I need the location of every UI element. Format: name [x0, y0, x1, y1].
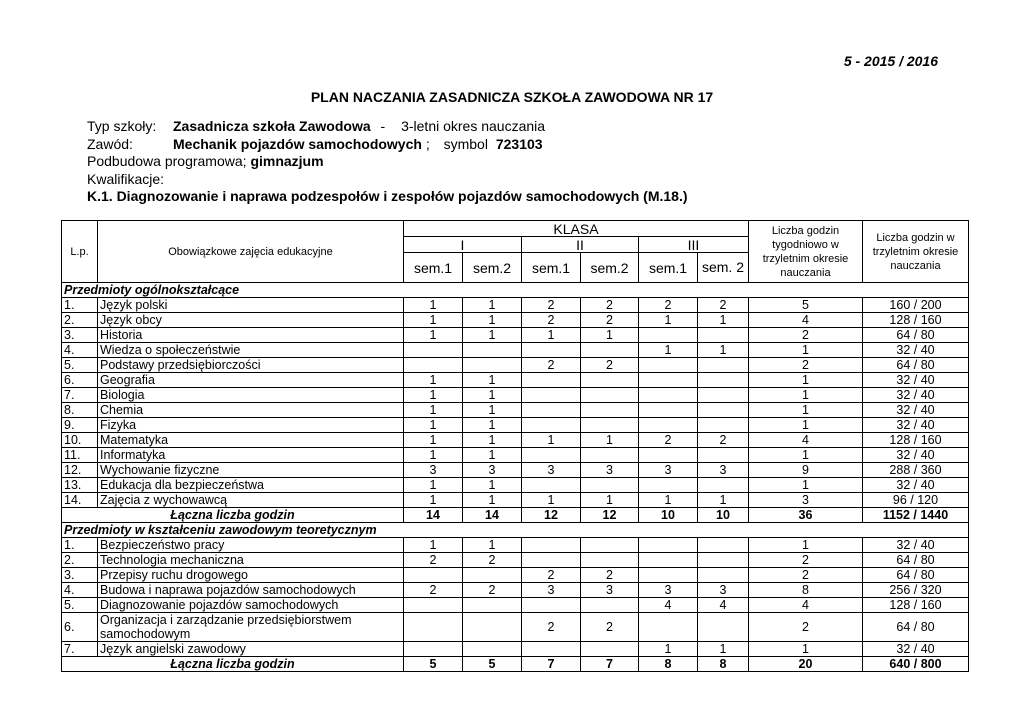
base-label: Podbudowa programowa;: [87, 153, 247, 169]
weekly-hours: 2: [749, 553, 863, 568]
sum-semester-hours: 12: [522, 508, 581, 523]
subject-name: Podstawy przedsiębiorczości: [98, 358, 404, 373]
semester-hours: 2: [639, 433, 698, 448]
row-number: 9.: [62, 418, 98, 433]
semester-hours: 1: [581, 328, 639, 343]
semester-hours: [581, 538, 639, 553]
total-hours: 64 / 80: [863, 568, 969, 583]
semester-hours: 1: [404, 478, 463, 493]
table-row: [62, 358, 969, 373]
total-hours: 64 / 80: [863, 358, 969, 373]
subject-name: Historia: [98, 328, 404, 343]
total-hours: 32 / 40: [863, 373, 969, 388]
table-row: [62, 463, 969, 478]
weekly-hours: 9: [749, 463, 863, 478]
semester-hours: [639, 613, 698, 642]
table-row: [62, 403, 969, 418]
semester-hours: 1: [404, 373, 463, 388]
col-weekly-header: Liczba godzin tygodniowo w trzyletnim okresie nauczania: [749, 221, 863, 283]
semester-hours: [698, 418, 749, 433]
subject-name: Przepisy ruchu drogowego: [98, 568, 404, 583]
semester-hours: 1: [463, 538, 522, 553]
table-row: [62, 642, 969, 657]
table-row: [62, 448, 969, 463]
total-hours: 96 / 120: [863, 493, 969, 508]
semester-hours: [522, 642, 581, 657]
weekly-hours: 8: [749, 583, 863, 598]
col-lp-header: L.p.: [62, 221, 98, 283]
semester-hours: [463, 343, 522, 358]
semester-hours: [639, 418, 698, 433]
table-row: [62, 328, 969, 343]
semester-hours: [463, 568, 522, 583]
semester-hours: [404, 613, 463, 642]
total-hours: 160 / 200: [863, 298, 969, 313]
semester-hours: 3: [463, 463, 522, 478]
sum-semester-hours: 12: [581, 508, 639, 523]
semester-hours: 2: [639, 298, 698, 313]
weekly-hours: 1: [749, 642, 863, 657]
sum-total-hours: 640 / 800: [863, 657, 969, 672]
subject-name: Edukacja dla bezpieczeństwa: [98, 478, 404, 493]
row-number: 11.: [62, 448, 98, 463]
total-hours: 128 / 160: [863, 598, 969, 613]
semester-hours: [639, 358, 698, 373]
weekly-hours: 1: [749, 403, 863, 418]
sum-label: Łączna liczba godzin: [62, 508, 404, 523]
subject-name: Budowa i naprawa pojazdów samochodowych: [98, 583, 404, 598]
semester-hours: 1: [463, 433, 522, 448]
profession-row: [87, 136, 688, 154]
col-klasa-header: KLASA: [404, 221, 749, 237]
semester-hours: 3: [698, 583, 749, 598]
table-row: [62, 598, 969, 613]
semester-hours: [581, 373, 639, 388]
table-row: [62, 583, 969, 598]
total-hours: 32 / 40: [863, 343, 969, 358]
sum-semester-hours: 7: [581, 657, 639, 672]
row-number: 1.: [62, 538, 98, 553]
total-hours: 128 / 160: [863, 433, 969, 448]
semester-hours: 3: [522, 463, 581, 478]
row-number: 3.: [62, 568, 98, 583]
semester-hours: 2: [404, 553, 463, 568]
school-type-separator: -: [380, 118, 386, 134]
sum-semester-hours: 10: [698, 508, 749, 523]
sum-semester-hours: 5: [463, 657, 522, 672]
semester-hours: [698, 328, 749, 343]
semester-hours: 1: [463, 418, 522, 433]
row-number: 12.: [62, 463, 98, 478]
semester-hours: 3: [698, 463, 749, 478]
semester-hours: [522, 343, 581, 358]
semester-header: sem. 2: [698, 253, 749, 283]
weekly-hours: 1: [749, 478, 863, 493]
semester-hours: 1: [463, 313, 522, 328]
weekly-hours: 1: [749, 373, 863, 388]
profession-label: Zawód:: [87, 135, 133, 152]
semester-hours: [404, 343, 463, 358]
semester-hours: 2: [698, 298, 749, 313]
table-row: [62, 568, 969, 583]
semester-hours: [404, 642, 463, 657]
semester-hours: 1: [404, 448, 463, 463]
document-number: 5 - 2015 / 2016: [843, 53, 938, 69]
section-title: Przedmioty w kształceniu zawodowym teoretycznym: [62, 523, 969, 538]
curriculum-table: [61, 220, 969, 672]
table-row: [62, 433, 969, 448]
semester-hours: 1: [581, 493, 639, 508]
section-header-row: [62, 523, 969, 538]
semester-hours: 1: [463, 298, 522, 313]
school-type-row: [87, 118, 688, 136]
symbol-label: symbol: [443, 135, 488, 152]
subject-name: Informatyka: [98, 448, 404, 463]
semester-hours: [404, 568, 463, 583]
sum-row: [62, 508, 969, 523]
semester-hours: [639, 448, 698, 463]
semester-hours: [404, 598, 463, 613]
total-hours: 32 / 40: [863, 403, 969, 418]
semester-hours: 1: [463, 478, 522, 493]
semester-hours: 3: [404, 463, 463, 478]
subject-name: Zajęcia z wychowawcą: [98, 493, 404, 508]
semester-hours: 1: [404, 433, 463, 448]
semester-hours: [522, 448, 581, 463]
row-number: 7.: [62, 388, 98, 403]
sum-semester-hours: 14: [463, 508, 522, 523]
semester-hours: 2: [581, 313, 639, 328]
subject-name: Język angielski zawodowy: [98, 642, 404, 657]
total-hours: 32 / 40: [863, 448, 969, 463]
semester-hours: 1: [639, 343, 698, 358]
total-hours: 64 / 80: [863, 328, 969, 343]
semester-hours: 2: [581, 358, 639, 373]
semester-hours: 1: [404, 298, 463, 313]
profession-value: Mechanik pojazdów samochodowych: [173, 135, 422, 152]
semester-hours: [522, 478, 581, 493]
symbol-value: 723103: [495, 135, 543, 152]
sum-semester-hours: 5: [404, 657, 463, 672]
table-row: [62, 553, 969, 568]
semester-hours: 1: [463, 388, 522, 403]
weekly-hours: 4: [749, 598, 863, 613]
row-number: 2.: [62, 553, 98, 568]
semester-hours: [698, 478, 749, 493]
semester-hours: 3: [639, 463, 698, 478]
semester-hours: [522, 553, 581, 568]
row-number: 1.: [62, 298, 98, 313]
semester-hours: [581, 418, 639, 433]
section-title: Przedmioty ogólnokształcące: [62, 283, 969, 298]
semester-header: sem.1: [522, 253, 581, 283]
row-number: 3.: [62, 328, 98, 343]
semester-hours: 3: [639, 583, 698, 598]
subject-name: Fizyka: [98, 418, 404, 433]
weekly-hours: 5: [749, 298, 863, 313]
table-row: [62, 298, 969, 313]
semester-hours: 3: [581, 583, 639, 598]
semester-hours: 2: [581, 298, 639, 313]
semester-hours: [463, 642, 522, 657]
semester-header: sem.1: [639, 253, 698, 283]
semester-hours: 1: [463, 373, 522, 388]
table-row: [62, 313, 969, 328]
semester-hours: 1: [404, 313, 463, 328]
sum-semester-hours: 10: [639, 508, 698, 523]
weekly-hours: 2: [749, 328, 863, 343]
subject-name: Bezpieczeństwo pracy: [98, 538, 404, 553]
semester-hours: 2: [522, 298, 581, 313]
semester-hours: 2: [522, 313, 581, 328]
section-header-row: [62, 283, 969, 298]
subject-name: Geografia: [98, 373, 404, 388]
semester-hours: 2: [522, 358, 581, 373]
sum-semester-hours: 14: [404, 508, 463, 523]
sum-weekly-hours: 36: [749, 508, 863, 523]
semester-hours: [639, 568, 698, 583]
semester-hours: [698, 613, 749, 642]
semester-hours: [463, 598, 522, 613]
row-number: 4.: [62, 343, 98, 358]
qualification-value: K.1. Diagnozowanie i naprawa podzespołów i zespołów pojazdów samochodowych (M.18.): [87, 188, 688, 204]
class-header: I: [404, 237, 522, 253]
semester-hours: 2: [581, 613, 639, 642]
semester-hours: [698, 388, 749, 403]
semester-hours: 1: [404, 403, 463, 418]
semester-hours: 1: [404, 328, 463, 343]
sum-semester-hours: 8: [639, 657, 698, 672]
row-number: 10.: [62, 433, 98, 448]
weekly-hours: 1: [749, 538, 863, 553]
semester-hours: 1: [463, 448, 522, 463]
semester-hours: 2: [463, 553, 522, 568]
row-number: 5.: [62, 598, 98, 613]
semester-hours: [698, 448, 749, 463]
semester-hours: 3: [522, 583, 581, 598]
sum-semester-hours: 7: [522, 657, 581, 672]
semester-hours: 2: [698, 433, 749, 448]
subject-name: Chemia: [98, 403, 404, 418]
table-row: [62, 373, 969, 388]
semester-hours: [522, 373, 581, 388]
subject-name: Wychowanie fizyczne: [98, 463, 404, 478]
base-value: gimnazjum: [250, 153, 324, 169]
subject-name: Wiedza o społeczeństwie: [98, 343, 404, 358]
total-hours: 64 / 80: [863, 613, 969, 642]
weekly-hours: 2: [749, 568, 863, 583]
row-number: 6.: [62, 613, 98, 642]
semester-hours: 1: [522, 493, 581, 508]
total-hours: 256 / 320: [863, 583, 969, 598]
row-number: 5.: [62, 358, 98, 373]
table-body: [62, 283, 969, 672]
subject-name: Matematyka: [98, 433, 404, 448]
semester-hours: 2: [404, 583, 463, 598]
page-title: PLAN NACZANIA ZASADNICZA SZKOŁA ZAWODOWA NR 17: [310, 89, 714, 105]
semester-hours: 1: [463, 493, 522, 508]
school-period: 3-letni okres nauczania: [401, 118, 546, 134]
table-row: [62, 343, 969, 358]
weekly-hours: 3: [749, 493, 863, 508]
weekly-hours: 2: [749, 358, 863, 373]
semester-hours: [639, 538, 698, 553]
table-row: [62, 478, 969, 493]
semester-hours: 1: [698, 313, 749, 328]
semester-hours: 1: [463, 403, 522, 418]
total-hours: 32 / 40: [863, 538, 969, 553]
sum-label: Łączna liczba godzin: [62, 657, 404, 672]
row-number: 8.: [62, 403, 98, 418]
semester-hours: [581, 553, 639, 568]
semester-hours: [698, 538, 749, 553]
semester-hours: [404, 358, 463, 373]
total-hours: 32 / 40: [863, 418, 969, 433]
total-hours: 64 / 80: [863, 553, 969, 568]
semester-hours: [581, 388, 639, 403]
semester-hours: 4: [698, 598, 749, 613]
semester-hours: 2: [581, 568, 639, 583]
semester-hours: [639, 403, 698, 418]
semester-hours: [581, 478, 639, 493]
school-info: [87, 118, 688, 206]
semester-header: sem.2: [581, 253, 639, 283]
qualification-label: Kwalifikacje:: [87, 170, 165, 187]
semester-hours: [639, 328, 698, 343]
school-type-label: Typ szkoły:: [87, 118, 157, 134]
subject-name: Język polski: [98, 298, 404, 313]
semester-hours: [581, 642, 639, 657]
semester-hours: 1: [463, 328, 522, 343]
weekly-hours: 1: [749, 343, 863, 358]
weekly-hours: 1: [749, 418, 863, 433]
semester-hours: 1: [581, 433, 639, 448]
col-subject-header: Obowiązkowe zajęcia edukacyjne: [98, 221, 404, 283]
semester-header: sem.1: [404, 253, 463, 283]
semester-hours: 1: [522, 433, 581, 448]
base-row: [87, 153, 688, 171]
semester-hours: [581, 598, 639, 613]
row-number: 2.: [62, 313, 98, 328]
semester-hours: 1: [639, 642, 698, 657]
col-total-header: Liczba godzin w trzyletnim okresie nauczania: [863, 221, 969, 283]
semester-hours: [463, 613, 522, 642]
semester-hours: 2: [522, 613, 581, 642]
semester-hours: [698, 373, 749, 388]
row-number: 14.: [62, 493, 98, 508]
semester-hours: [581, 403, 639, 418]
subject-name: Organizacja i zarządzanie przedsiębiorstwem samochodowym: [98, 613, 404, 642]
subject-name: Język obcy: [98, 313, 404, 328]
semester-hours: 2: [522, 568, 581, 583]
total-hours: 288 / 360: [863, 463, 969, 478]
profession-separator: ;: [425, 135, 430, 152]
table-row: [62, 613, 969, 642]
semester-hours: [698, 553, 749, 568]
weekly-hours: 1: [749, 388, 863, 403]
semester-hours: [581, 343, 639, 358]
semester-hours: [698, 403, 749, 418]
semester-hours: 1: [404, 388, 463, 403]
semester-hours: [581, 448, 639, 463]
semester-hours: [698, 568, 749, 583]
semester-hours: 1: [404, 538, 463, 553]
class-header: II: [522, 237, 639, 253]
subject-name: Diagnozowanie pojazdów samochodowych: [98, 598, 404, 613]
semester-hours: 1: [698, 642, 749, 657]
row-number: 6.: [62, 373, 98, 388]
table-row: [62, 493, 969, 508]
table-row: [62, 388, 969, 403]
semester-hours: [522, 388, 581, 403]
table-row: [62, 418, 969, 433]
semester-hours: [522, 598, 581, 613]
semester-hours: 1: [404, 493, 463, 508]
sum-semester-hours: 8: [698, 657, 749, 672]
semester-hours: [463, 358, 522, 373]
semester-hours: [639, 388, 698, 403]
total-hours: 32 / 40: [863, 642, 969, 657]
sum-weekly-hours: 20: [749, 657, 863, 672]
total-hours: 32 / 40: [863, 388, 969, 403]
semester-hours: 1: [639, 313, 698, 328]
semester-hours: 2: [463, 583, 522, 598]
semester-hours: [522, 418, 581, 433]
row-number: 13.: [62, 478, 98, 493]
subject-name: Technologia mechaniczna: [98, 553, 404, 568]
semester-hours: [522, 538, 581, 553]
semester-hours: [639, 553, 698, 568]
sum-row: [62, 657, 969, 672]
semester-hours: [522, 403, 581, 418]
table-row: [62, 538, 969, 553]
row-number: 4.: [62, 583, 98, 598]
class-header: III: [639, 237, 749, 253]
sum-total-hours: 1152 / 1440: [863, 508, 969, 523]
semester-hours: 3: [581, 463, 639, 478]
semester-hours: 1: [639, 493, 698, 508]
semester-hours: [639, 373, 698, 388]
semester-header: sem.2: [463, 253, 522, 283]
row-number: 7.: [62, 642, 98, 657]
semester-hours: [639, 478, 698, 493]
weekly-hours: 4: [749, 433, 863, 448]
semester-hours: [698, 358, 749, 373]
semester-hours: 4: [639, 598, 698, 613]
school-type-value: Zasadnicza szkoła Zawodowa: [173, 118, 371, 134]
weekly-hours: 4: [749, 313, 863, 328]
subject-name: Biologia: [98, 388, 404, 403]
semester-hours: 1: [698, 343, 749, 358]
weekly-hours: 1: [749, 448, 863, 463]
total-hours: 32 / 40: [863, 478, 969, 493]
semester-hours: 1: [404, 418, 463, 433]
total-hours: 128 / 160: [863, 313, 969, 328]
semester-hours: 1: [522, 328, 581, 343]
weekly-hours: 2: [749, 613, 863, 642]
semester-hours: 1: [698, 493, 749, 508]
